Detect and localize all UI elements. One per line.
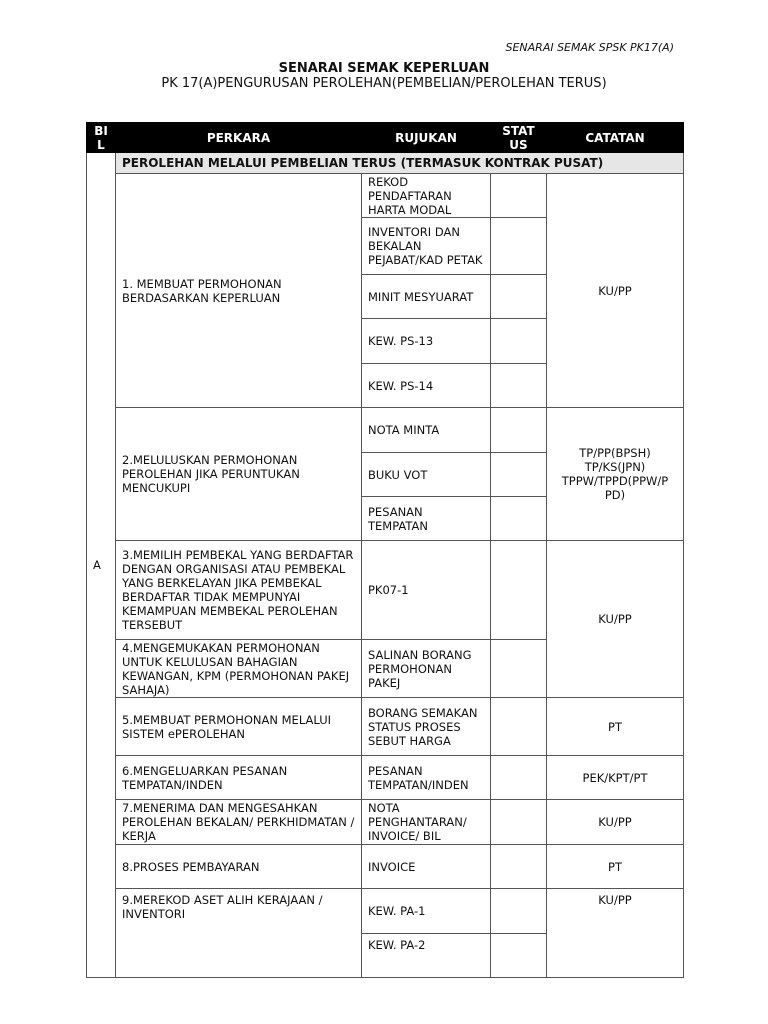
header-status: STAT US [491, 123, 547, 153]
catatan-cell: PEK/KPT/PT [547, 756, 684, 800]
rujukan-cell: MINIT MESYUARAT [362, 275, 491, 319]
status-cell [491, 541, 547, 640]
rujukan-cell: NOTA PENGHANTARAN/ INVOICE/ BIL [362, 800, 491, 845]
document-subtitle: PK 17(A)PENGURUSAN PEROLEHAN(PEMBELIAN/PEROLEHAN TERUS) [161, 76, 607, 91]
catatan-cell: PT [547, 845, 684, 889]
header-bil: BI L [87, 123, 116, 153]
status-cell [491, 497, 547, 541]
status-cell [491, 408, 547, 453]
status-cell [491, 845, 547, 889]
status-cell [491, 218, 547, 275]
status-cell [491, 319, 547, 364]
status-cell [491, 889, 547, 934]
status-cell [491, 174, 547, 218]
perkara-cell: 5.MEMBUAT PERMOHONAN MELALUI SISTEM ePEROLEHAN [116, 698, 362, 756]
perkara-cell: 7.MENERIMA DAN MENGESAHKAN PEROLEHAN BEKALAN/ PERKHIDMATAN / KERJA [116, 800, 362, 845]
rujukan-cell: KEW. PS-14 [362, 364, 491, 408]
table-row [87, 174, 684, 218]
table-row [87, 845, 684, 889]
rujukan-cell: KEW. PA-2 [362, 934, 491, 978]
rujukan-cell: PK07-1 [362, 541, 491, 640]
table-row [87, 889, 684, 934]
header-perkara: PERKARA [116, 123, 362, 153]
status-cell [491, 698, 547, 756]
status-cell [491, 453, 547, 497]
rujukan-cell: KEW. PS-13 [362, 319, 491, 364]
perkara-cell: 6.MENGELUARKAN PESANAN TEMPATAN/INDEN [116, 756, 362, 800]
perkara-cell: 2.MELULUSKAN PERMOHONAN PEROLEHAN JIKA PERUNTUKAN MENCUKUPI [116, 408, 362, 541]
document-title: SENARAI SEMAK KEPERLUAN [278, 61, 490, 76]
rujukan-cell: KEW. PA-1 [362, 889, 491, 934]
rujukan-cell: PESANAN TEMPATAN/INDEN [362, 756, 491, 800]
table-row [87, 800, 684, 845]
perkara-cell: 8.PROSES PEMBAYARAN [116, 845, 362, 889]
rujukan-cell: INVENTORI DAN BEKALAN PEJABAT/KAD PETAK [362, 218, 491, 275]
rujukan-cell: SALINAN BORANG PERMOHONAN PAKEJ [362, 640, 491, 698]
table-header-row [87, 123, 684, 153]
header-rujukan: RUJUKAN [362, 123, 491, 153]
status-cell [491, 934, 547, 978]
perkara-cell: 4.MENGEMUKAKAN PERMOHONAN UNTUK KELULUSAN BAHAGIAN KEWANGAN, KPM (PERMOHONAN PAKEJ SAHAJA) [116, 640, 362, 698]
catatan-cell: KU/PP [547, 800, 684, 845]
status-cell [491, 800, 547, 845]
document-reference: SENARAI SEMAK SPSK PK17(A) [505, 41, 674, 54]
section-row [87, 153, 684, 174]
section-title: PEROLEHAN MELALUI PEMBELIAN TERUS (TERMASUK KONTRAK PUSAT) [116, 153, 684, 174]
status-cell [491, 364, 547, 408]
status-cell [491, 640, 547, 698]
catatan-cell: KU/PP [547, 541, 684, 698]
table-row [87, 541, 684, 640]
rujukan-cell: REKOD PENDAFTARAN HARTA MODAL [362, 174, 491, 218]
rujukan-cell: BUKU VOT [362, 453, 491, 497]
status-cell [491, 275, 547, 319]
table-row [87, 756, 684, 800]
catatan-cell: PT [547, 698, 684, 756]
perkara-cell: 1. MEMBUAT PERMOHONAN BERDASARKAN KEPERLUAN [116, 174, 362, 408]
table-row [87, 698, 684, 756]
catatan-cell: KU/PP [547, 174, 684, 408]
rujukan-cell: NOTA MINTA [362, 408, 491, 453]
checklist-table [86, 122, 684, 978]
header-catatan: CATATAN [547, 123, 684, 153]
table-row [87, 408, 684, 453]
status-cell [491, 756, 547, 800]
section-bil: A [87, 153, 116, 978]
rujukan-cell: PESANAN TEMPATAN [362, 497, 491, 541]
perkara-cell: 9.MEREKOD ASET ALIH KERAJAAN / INVENTORI [116, 889, 362, 978]
perkara-cell: 3.MEMILIH PEMBEKAL YANG BERDAFTAR DENGAN ORGANISASI ATAU PEMBEKAL YANG BERKELAYAN JIKA PEMBEKAL BERDAFTAR TIDAK MEMPUNYAI KEMAMPUAN MEMBEKAL PEROLEHAN TERSEBUT [116, 541, 362, 640]
rujukan-cell: INVOICE [362, 845, 491, 889]
rujukan-cell: BORANG SEMAKAN STATUS PROSES SEBUT HARGA [362, 698, 491, 756]
catatan-cell: KU/PP [547, 889, 684, 978]
catatan-cell: TP/PP(BPSH) TP/KS(JPN) TPPW/TPPD(PPW/P PD) [547, 408, 684, 541]
